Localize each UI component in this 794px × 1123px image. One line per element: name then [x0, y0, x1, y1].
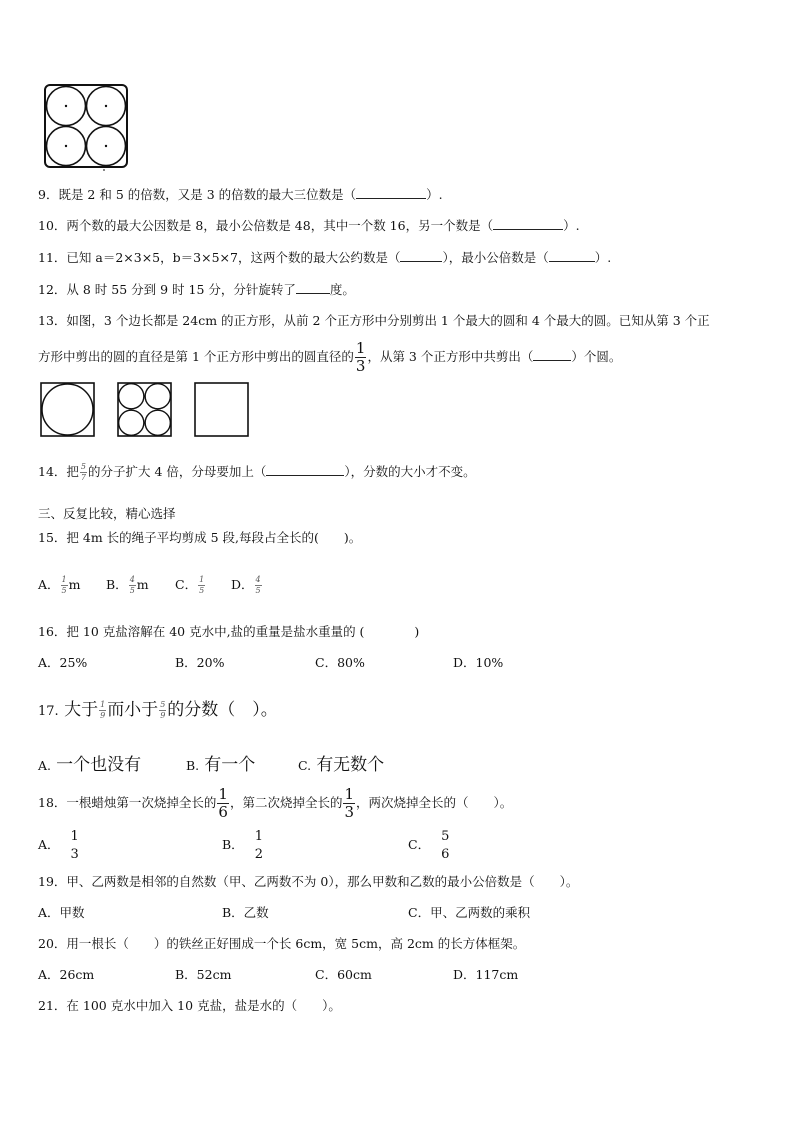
fraction: 1 3 [70, 829, 79, 862]
q15-option-d[interactable]: D． $\frac{4}{5}$ [231, 575, 261, 595]
question-text: 甲、乙两数是相邻的自然数（甲、乙两数不为 0），那么甲数和乙数的最小公倍数是（ ）。 [66, 874, 579, 889]
q17-option-a[interactable]: A. 一个也没有 [38, 755, 142, 775]
q18-option-b[interactable]: B． 1 2 [222, 829, 263, 862]
question-text: 既是 2 和 5 的倍数，又是 3 的倍数的最大三位数是（ [58, 187, 357, 202]
three-squares-figure [40, 382, 252, 438]
question-21 [38, 998, 341, 1014]
question-number: 21． [38, 998, 67, 1013]
question-17 [38, 697, 278, 725]
question-text: 已知 a＝2×3×5，b＝3×5×7，这两个数的最大公约数是（ [66, 250, 401, 265]
fraction: $\frac{4}{5}$ [255, 575, 261, 595]
question-20 [38, 936, 525, 952]
question-14 [38, 461, 476, 483]
question-text-end: ）. [594, 250, 612, 265]
question-text-mid: ，从第 3 个正方形中共剪出（ [367, 349, 534, 364]
answer-blank[interactable] [356, 187, 426, 199]
question-text-mid: ），最小公倍数是（ [442, 250, 549, 265]
q19-option-b[interactable]: B．乙数 [222, 905, 269, 920]
fraction: $\frac{4}{5}$ [129, 575, 135, 595]
question-text-end: ），分数的大小才不变。 [344, 464, 476, 479]
question-text: 两个数的最大公因数是 8，最小公倍数是 48，其中一个数 16，另一个数是（ [66, 218, 494, 233]
question-12 [38, 282, 355, 298]
fraction: 5 6 [441, 829, 450, 862]
answer-blank-lcm[interactable] [549, 250, 595, 262]
answer-blank[interactable] [533, 349, 571, 361]
question-19 [38, 874, 578, 890]
question-16 [38, 624, 419, 640]
question-text: 大于 [64, 700, 99, 720]
question-18 [38, 786, 512, 820]
fraction: $\frac{1}{3}$ [355, 339, 366, 375]
question-text-end: ）个圆。 [571, 349, 622, 364]
question-text: 用一根长（ ）的铁丝正好围成一个长 6cm，宽 5cm，高 2cm 的长方体框架。 [66, 936, 526, 951]
section-heading: 三、反复比较，精心选择 [38, 506, 176, 521]
q20-option-a[interactable]: A．26cm [38, 967, 95, 982]
question-number: 15． [38, 530, 67, 545]
question-number: 10． [38, 218, 67, 233]
question-text: 如图，3 个边长都是 24cm 的正方形，从前 2 个正方形中分别剪出 1 个最大的圆和 4 个最大的圆。已知从第 3 个正 [66, 313, 710, 328]
fraction: $\frac{1}{9}$ [100, 700, 106, 720]
q16-option-b[interactable]: B．20% [175, 655, 225, 670]
question-text-end: ）. [426, 187, 443, 202]
answer-blank[interactable] [493, 218, 563, 230]
question-text-mid: ，第二次烧掉全长的 [229, 795, 343, 810]
question-text-end: ，两次烧掉全长的（ ）。 [356, 795, 513, 810]
fraction: $\frac{5}{9}$ [160, 700, 166, 720]
question-number: 9． [38, 187, 59, 202]
question-text-mid: 的分子扩大 4 倍，分母要加上（ [88, 464, 267, 479]
question-text: 把 [66, 464, 79, 479]
q20-option-c[interactable]: C．60cm [315, 967, 372, 982]
answer-blank[interactable] [296, 282, 330, 294]
question-number: 19． [38, 874, 67, 889]
q15-option-a[interactable]: A． $\frac{1}{5}$ m [38, 575, 81, 595]
fraction: $\frac{1}{5}$ [61, 575, 67, 595]
question-text-end: ）. [563, 218, 580, 233]
question-number: 16． [38, 624, 67, 639]
q17-option-b[interactable]: B. 有一个 [186, 755, 256, 775]
q20-option-b[interactable]: B．52cm [175, 967, 232, 982]
q15-option-c[interactable]: C． $\frac{1}{5}$ [175, 575, 205, 595]
question-number: 18． [38, 795, 67, 810]
answer-blank[interactable] [266, 464, 344, 476]
question-number: 14． [38, 464, 67, 479]
question-number: 11． [38, 250, 67, 265]
fraction: $\frac{1}{6}$ [218, 785, 228, 821]
fraction: $\frac{5}{7}$ [80, 462, 87, 482]
question-15 [38, 530, 361, 546]
q17-option-c[interactable]: C. 有无数个 [298, 755, 385, 775]
question-text: 把 4m 长的绳子平均剪成 5 段,每段占全长的( )。 [66, 530, 362, 545]
question-text: 在 100 克水中加入 10 克盐，盐是水的（ ）。 [66, 998, 341, 1013]
q19-option-c[interactable]: C．甲、乙两数的乘积 [408, 905, 531, 920]
q18-option-c[interactable]: C． 5 6 [408, 829, 450, 862]
question-13-line-1 [38, 313, 710, 329]
question-text: 一根蜡烛第一次烧掉全长的 [66, 795, 217, 810]
answer-blank-gcd[interactable] [400, 250, 442, 262]
question-9 [38, 187, 443, 203]
q16-option-c[interactable]: C．80% [315, 655, 365, 670]
question-text: 方形中剪出的圆的直径是第 1 个正方形中剪出的圆直径的 [38, 349, 354, 364]
q18-option-a[interactable]: A． 1 3 [38, 829, 79, 862]
q19-option-a[interactable]: A．甲数 [38, 905, 85, 920]
question-number: 13． [38, 313, 67, 328]
q16-option-a[interactable]: A．25% [38, 655, 88, 670]
fraction: 1 2 [254, 829, 263, 862]
question-text-mid: 而小于 [107, 700, 159, 720]
question-10 [38, 218, 580, 234]
question-11 [38, 250, 611, 266]
question-text: 从 8 时 55 分到 9 时 15 分，分针旋转了 [66, 282, 296, 297]
question-text-end: 度。 [329, 282, 355, 297]
fraction: $\frac{1}{3}$ [344, 785, 355, 821]
question-text: 把 10 克盐溶解在 40 克水中,盐的重量是盐水重量的 ( ) [66, 624, 420, 639]
square-four-circles-figure [44, 84, 130, 172]
question-number: 17. [38, 704, 59, 719]
fraction: $\frac{1}{5}$ [199, 575, 205, 595]
question-number: 12． [38, 282, 67, 297]
q16-option-d[interactable]: D．10% [453, 655, 504, 670]
question-number: 20． [38, 936, 67, 951]
q15-option-b[interactable]: B． $\frac{4}{5}$ m [106, 575, 149, 595]
question-13-line-2 [38, 340, 621, 374]
q20-option-d[interactable]: D．117cm [453, 967, 519, 982]
question-text-end: 的分数（ ）。 [167, 700, 278, 720]
